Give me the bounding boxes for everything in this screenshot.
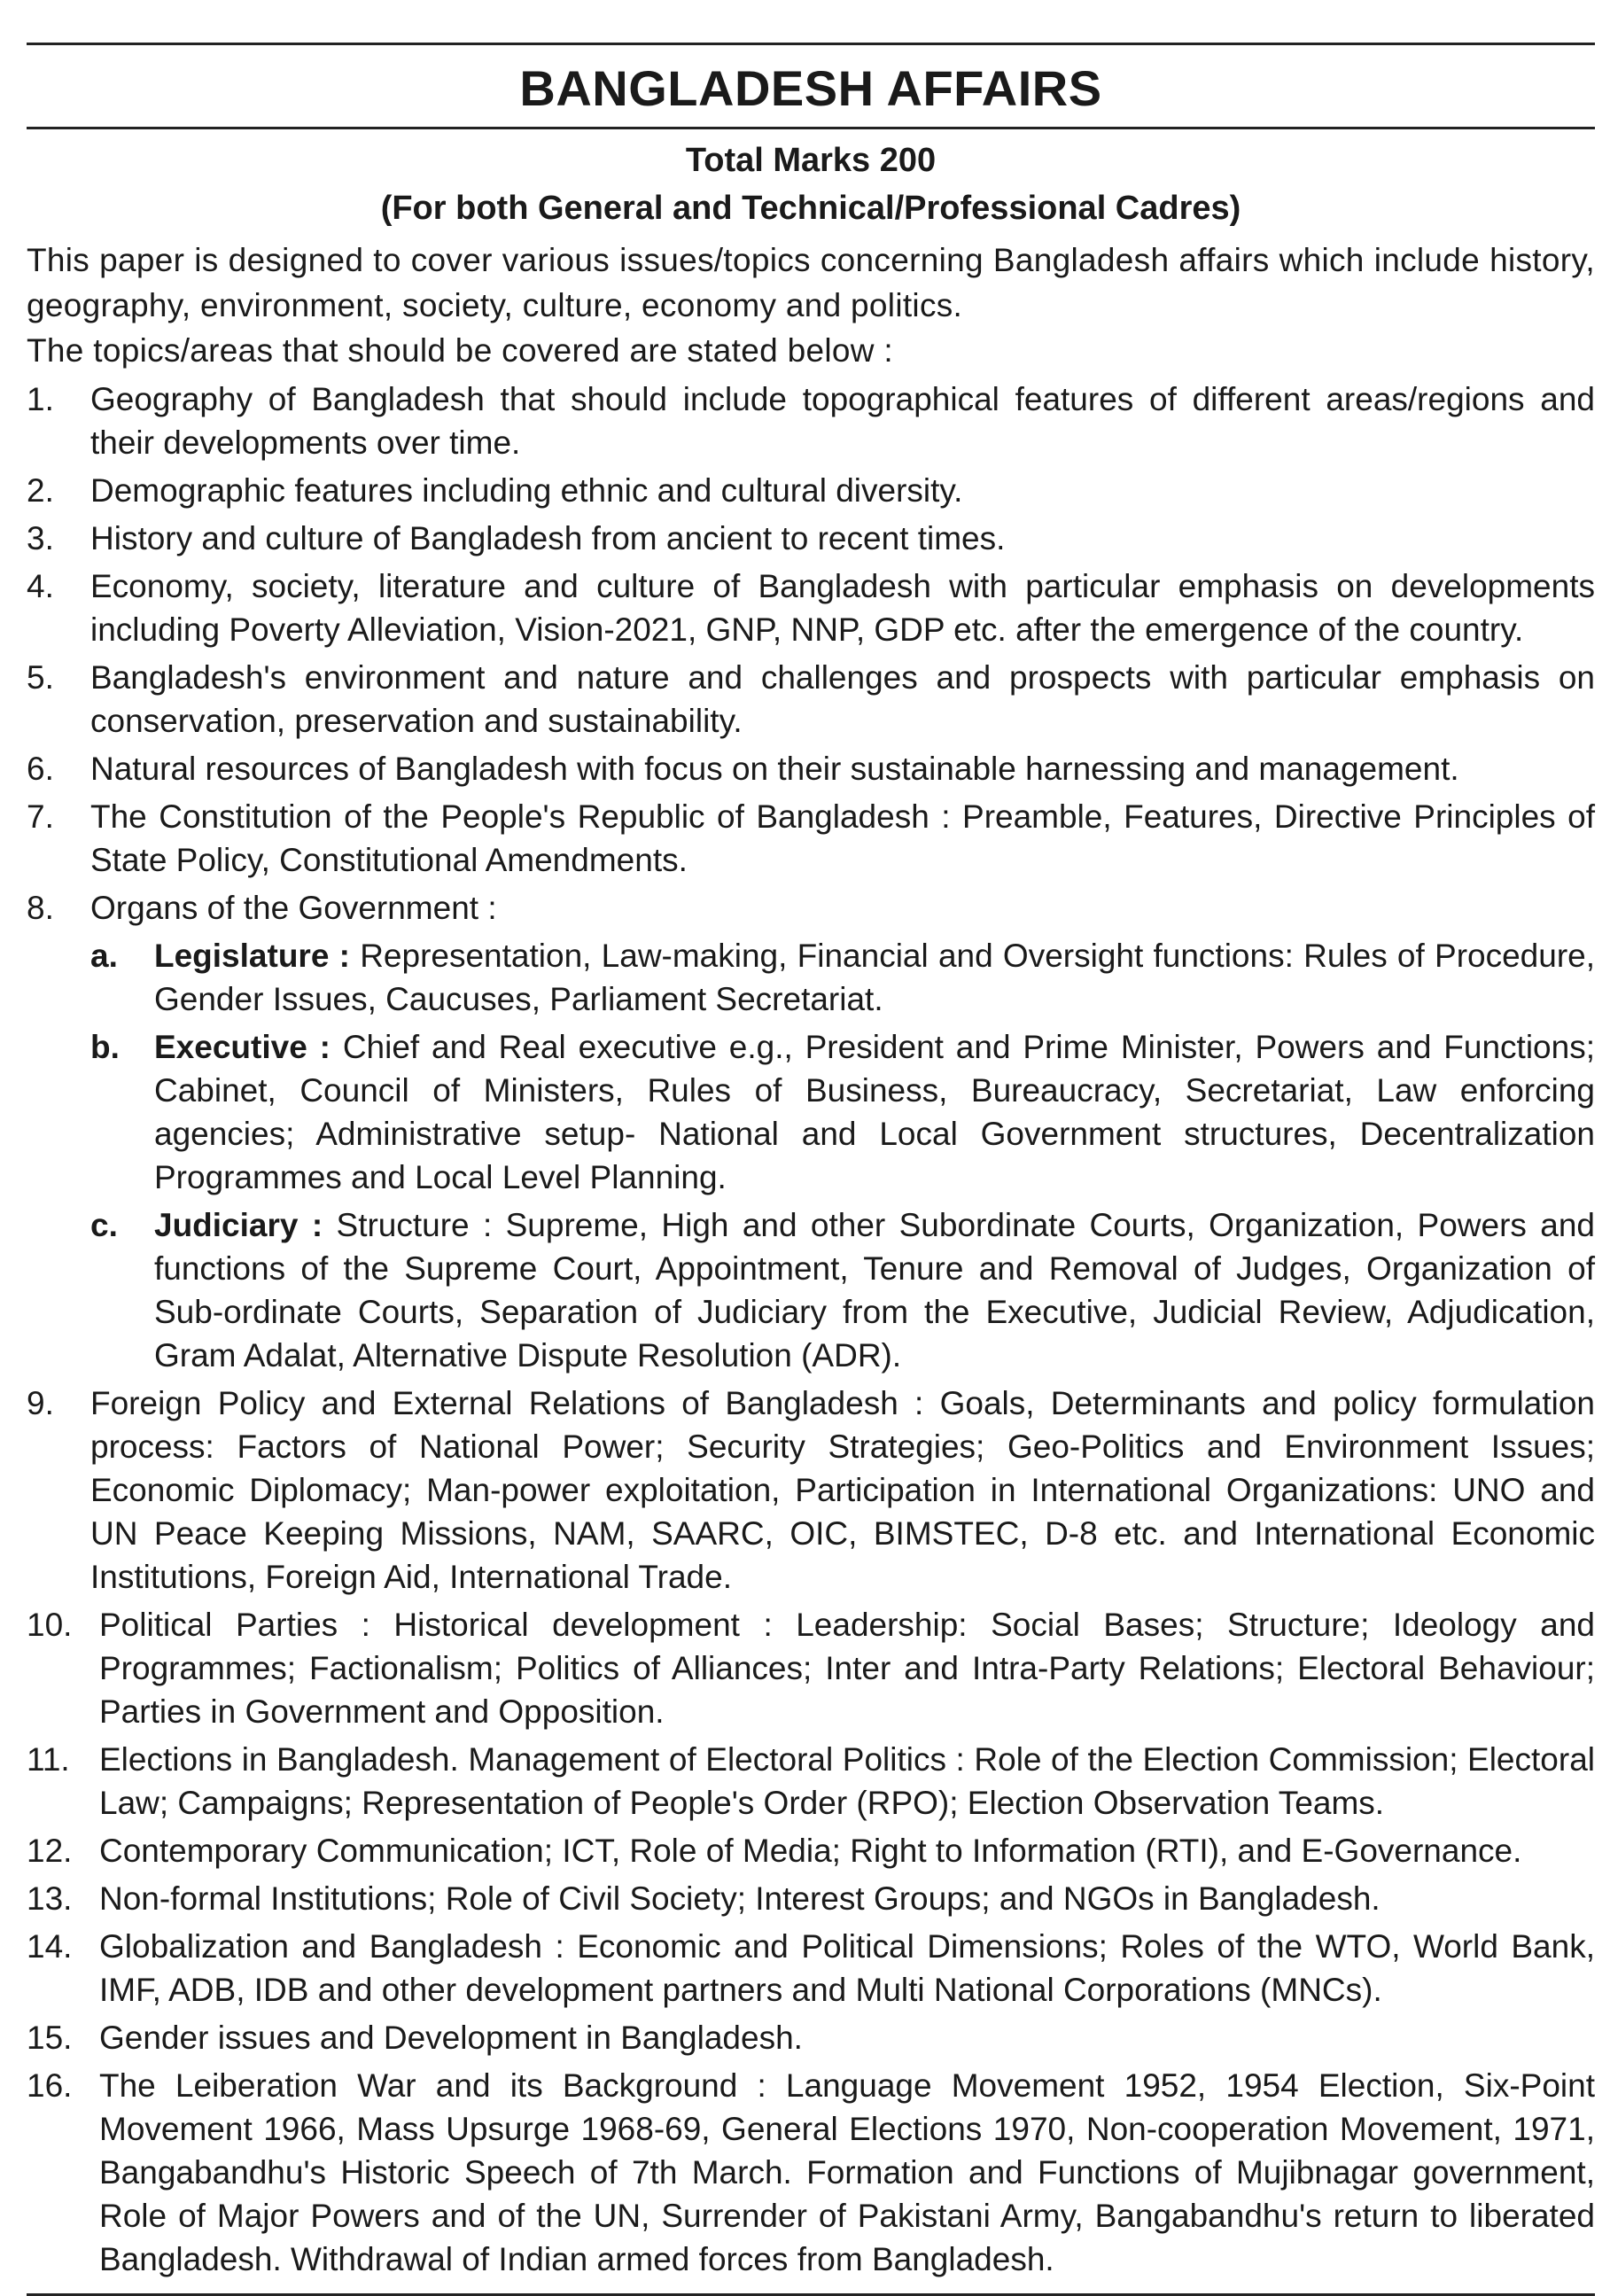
item-text: Elections in Bangladesh. Management of Electoral Politics : Role of the Election Commission; Electoral Law; Campaigns; Representation of People's Order (RPO); Election Observation Teams. — [99, 1741, 1595, 1821]
item-number: 12. — [27, 1833, 73, 1869]
sub-item-letter: c. — [90, 1207, 118, 1243]
item-text: History and culture of Bangladesh from ancient to recent times. — [90, 520, 1006, 556]
item-text: Globalization and Bangladesh : Economic and Political Dimensions; Roles of the WTO, World Bank, IMF, ADB, IDB and other development partners and Multi National Corporations (MNCs). — [99, 1928, 1595, 2008]
item-number: 6. — [27, 751, 54, 787]
intro-paragraph: This paper is designed to cover various issues/topics concerning Bangladesh affairs which include history, geography, environment, society, culture, economy and politics. — [27, 242, 1595, 323]
list-item — [27, 795, 1595, 882]
sub-item-text: Structure : Supreme, High and other Subordinate Courts, Organization, Powers and functions of the Supreme Court, Appointment, Tenure and Removal of Judges, Organization of Sub-ordinate Courts, Separation of Judiciary from the Executive, Judicial Review, Adjudication, Gram Adalat, Alternative Dispute Resolution (ADR). — [154, 1207, 1595, 1374]
organs-sublist — [90, 934, 1595, 1377]
sub-item-text: Chief and Real executive e.g., President and Prime Minister, Powers and Functions; Cabinet, Council of Ministers, Rules of Business, Bureaucracy, Secretariat, Law enforcing agencies; Administrative setup- National and Local Government structures, Decentralization Programmes and Local Level Planning. — [154, 1029, 1595, 1195]
sub-item-letter: b. — [90, 1029, 120, 1065]
item-number: 11. — [27, 1741, 70, 1778]
item-number: 13. — [27, 1880, 73, 1917]
item-number: 9. — [27, 1385, 54, 1421]
total-marks: Total Marks 200 — [685, 142, 937, 179]
item-number: 7. — [27, 798, 54, 835]
sub-item-term: Judiciary : — [154, 1207, 323, 1243]
sub-item-term: Legislature : — [154, 938, 350, 974]
item-number: 16. — [27, 2067, 73, 2104]
title-rule — [27, 127, 1595, 129]
list-item — [27, 747, 1595, 790]
item-number: 2. — [27, 472, 54, 509]
item-text: The Leiberation War and its Background : Language Movement 1952, 1954 Election, Six-Point Movement 1966, Mass Upsurge 1968-69, General Elections 1970, Non-cooperation Movement, 1971, Bangabandhu's Historic Speech of 7th March. Formation and Functions of Mujibnagar government, Role of Major Powers and of the UN, Surrender of Pakistani Army, Bangabandhu's return to liberated Bangladesh. Withdrawal of Indian armed forces from Bangladesh. — [99, 2067, 1595, 2277]
list-item — [27, 1381, 1595, 1599]
list-item — [27, 517, 1595, 560]
list-item — [27, 2016, 1595, 2059]
item-number: 4. — [27, 568, 54, 604]
item-text: Contemporary Communication; ICT, Role of Media; Right to Information (RTI), and E-Governance. — [99, 1833, 1522, 1869]
page-title: BANGLADESH AFFAIRS — [519, 60, 1102, 116]
list-item — [27, 1603, 1595, 1733]
list-item — [27, 1877, 1595, 1920]
list-item — [27, 1829, 1595, 1872]
list-item — [27, 886, 1595, 1377]
item-number: 15. — [27, 2020, 73, 2056]
item-text: Non-formal Institutions; Role of Civil Society; Interest Groups; and NGOs in Bangladesh. — [99, 1880, 1381, 1917]
item-number: 3. — [27, 520, 54, 556]
item-text: Economy, society, literature and culture of Bangladesh with particular emphasis on developments including Poverty Alleviation, Vision-2021, GNP, NNP, GDP etc. after the emergence of the country. — [90, 568, 1595, 648]
intro-lead: The topics/areas that should be covered are stated below : — [27, 332, 893, 369]
syllabus-page — [27, 43, 1595, 2296]
list-item — [27, 2064, 1595, 2281]
list-item — [27, 1738, 1595, 1825]
topic-list — [27, 377, 1595, 2281]
sub-item-judiciary — [90, 1203, 1595, 1377]
item-text: Geography of Bangladesh that should include topographical features of different areas/regions and their developments over time. — [90, 381, 1595, 461]
item-number: 14. — [27, 1928, 73, 1965]
item-text: Gender issues and Development in Bangladesh. — [99, 2020, 803, 2056]
item-text: Natural resources of Bangladesh with focus on their sustainable harnessing and management. — [90, 751, 1459, 787]
list-item — [27, 564, 1595, 651]
list-item — [27, 377, 1595, 464]
sub-item-letter: a. — [90, 938, 118, 974]
sub-item-text: Representation, Law-making, Financial and Oversight functions: Rules of Procedure, Gender Issues, Caucuses, Parliament Secretariat. — [154, 938, 1596, 1017]
item-text: Demographic features including ethnic and cultural diversity. — [90, 472, 963, 509]
item-number: 10. — [27, 1607, 73, 1643]
top-rule — [27, 43, 1595, 45]
item-number: 8. — [27, 890, 54, 926]
cadres-note: (For both General and Technical/Professional Cadres) — [380, 190, 1241, 227]
item-text: Political Parties : Historical development : Leadership: Social Bases; Structure; Ideology and Programmes; Factionalism; Politics of Alliances; Inter and Intra-Party Relations; Electoral Behaviour; Parties in Government and Opposition. — [99, 1607, 1595, 1730]
item-text: Organs of the Government : — [90, 890, 497, 926]
sub-item-legislature — [90, 934, 1595, 1021]
list-item — [27, 656, 1595, 743]
list-item — [27, 1925, 1595, 2012]
item-text: Foreign Policy and External Relations of Bangladesh : Goals, Determinants and policy formulation process: Factors of National Power; Security Strategies; Geo-Politics and Environment Issues; Economic Diplomacy; Man-power exploitation, Participation in International Organizations: UNO and UN Peace Keeping Missions, NAM, SAARC, OIC, BIMSTEC, D-8 etc. and International Economic Institutions, Foreign Aid, International Trade. — [90, 1385, 1595, 1595]
item-number: 1. — [27, 381, 54, 417]
sub-item-executive — [90, 1025, 1595, 1199]
intro — [27, 237, 1595, 373]
item-text: The Constitution of the People's Republic of Bangladesh : Preamble, Features, Directive Principles of State Policy, Constitutional Amendments. — [90, 798, 1595, 878]
item-number: 5. — [27, 659, 54, 696]
list-item — [27, 469, 1595, 512]
sub-item-term: Executive : — [154, 1029, 331, 1065]
item-text: Bangladesh's environment and nature and challenges and prospects with particular emphasis on conservation, preservation and sustainability. — [90, 659, 1595, 739]
